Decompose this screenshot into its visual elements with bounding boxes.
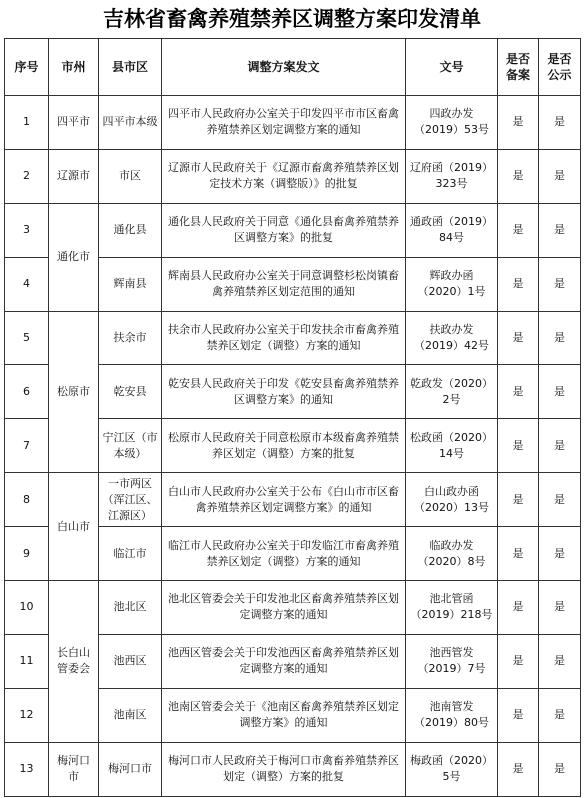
- published-cell: 是: [539, 742, 581, 796]
- county-cell: 四平市本级: [99, 96, 162, 150]
- city-cell: 松原市: [49, 311, 99, 473]
- seq-cell: 1: [5, 96, 49, 150]
- seq-cell: 5: [5, 311, 49, 365]
- table-row: [5, 742, 581, 796]
- filed-cell: 是: [498, 527, 539, 581]
- seq-cell: 6: [5, 365, 49, 419]
- city-cell: 白山市: [49, 473, 99, 581]
- filed-cell: 是: [498, 634, 539, 688]
- seq-cell: 13: [5, 742, 49, 796]
- published-cell: 是: [539, 527, 581, 581]
- county-cell: 通化县: [99, 203, 162, 257]
- city-cell: 辽源市: [49, 149, 99, 203]
- doc-no-cell: 梅政函（2020）5号: [406, 742, 498, 796]
- doc-title-cell: 辽源市人民政府关于《辽源市畜禽养殖禁养区划定技术方案（调整版）》的批复: [162, 149, 406, 203]
- doc-no-cell: 白山政办函（2020）13号: [406, 473, 498, 527]
- doc-no-cell: 通政函（2019）84号: [406, 203, 498, 257]
- published-cell: 是: [539, 581, 581, 635]
- doc-title-cell: 通化县人民政府关于同意《通化县畜禽养殖禁养区调整方案》的批复: [162, 203, 406, 257]
- city-cell: 通化市: [49, 203, 99, 311]
- doc-no-cell: 临政办发（2020）8号: [406, 527, 498, 581]
- header-seq: 序号: [5, 39, 49, 96]
- county-cell: 一市两区（浑江区、江源区）: [99, 473, 162, 527]
- filed-cell: 是: [498, 257, 539, 311]
- filed-cell: 是: [498, 688, 539, 742]
- header-county: 县市区: [99, 39, 162, 96]
- seq-cell: 11: [5, 634, 49, 688]
- table-row: [5, 311, 581, 365]
- seq-cell: 4: [5, 257, 49, 311]
- seq-cell: 10: [5, 581, 49, 635]
- published-cell: 是: [539, 257, 581, 311]
- page-title: 吉林省畜禽养殖禁养区调整方案印发清单: [103, 6, 481, 31]
- header-doc-no: 文号: [406, 39, 498, 96]
- doc-no-cell: 四政办发（2019）53号: [406, 96, 498, 150]
- table-row: [5, 203, 581, 257]
- published-cell: 是: [539, 634, 581, 688]
- seq-cell: 7: [5, 419, 49, 473]
- seq-cell: 3: [5, 203, 49, 257]
- county-cell: 扶余市: [99, 311, 162, 365]
- filed-cell: 是: [498, 311, 539, 365]
- doc-no-cell: 扶政办发（2019）42号: [406, 311, 498, 365]
- header-doc-title: 调整方案发文: [162, 39, 406, 96]
- published-cell: 是: [539, 203, 581, 257]
- county-cell: 梅河口市: [99, 742, 162, 796]
- county-cell: 临江市: [99, 527, 162, 581]
- county-cell: 池西区: [99, 634, 162, 688]
- doc-title-cell: 池南区管委会关于《池南区畜禽养殖禁养区划定调整方案》的通知: [162, 688, 406, 742]
- header-city: 市州: [49, 39, 99, 96]
- published-cell: 是: [539, 96, 581, 150]
- published-cell: 是: [539, 473, 581, 527]
- doc-title-cell: 四平市人民政府办公室关于印发四平市市区畜禽养殖禁养区划定调整方案的通知: [162, 96, 406, 150]
- city-cell: 四平市: [49, 96, 99, 150]
- table-row: [5, 473, 581, 527]
- doc-title-cell: 池西区管委会关于印发池西区畜禽养殖禁养区划定调整方案的通知: [162, 634, 406, 688]
- seq-cell: 12: [5, 688, 49, 742]
- filed-cell: 是: [498, 203, 539, 257]
- header-filed: 是否备案: [498, 39, 539, 96]
- doc-no-cell: 池西管发（2019）7号: [406, 634, 498, 688]
- filed-cell: 是: [498, 473, 539, 527]
- table-row: [5, 581, 581, 635]
- city-cell: 梅河口市: [49, 742, 99, 796]
- doc-no-cell: 池北管函（2019）218号: [406, 581, 498, 635]
- doc-title-cell: 松原市人民政府关于同意松原市本级畜禽养殖禁养区划定（调整）方案的批复: [162, 419, 406, 473]
- county-cell: 辉南县: [99, 257, 162, 311]
- filed-cell: 是: [498, 149, 539, 203]
- doc-no-cell: 辉政办函（2020）1号: [406, 257, 498, 311]
- doc-no-cell: 辽府函（2019）323号: [406, 149, 498, 203]
- county-cell: 宁江区（市本级）: [99, 419, 162, 473]
- city-cell: 长白山管委会: [49, 581, 99, 743]
- filed-cell: 是: [498, 96, 539, 150]
- filed-cell: 是: [498, 581, 539, 635]
- document-table: [4, 38, 581, 797]
- county-cell: 乾安县: [99, 365, 162, 419]
- seq-cell: 8: [5, 473, 49, 527]
- published-cell: 是: [539, 688, 581, 742]
- doc-title-cell: 梅河口市人民政府关于梅河口市禽畜养殖禁养区划定（调整）方案的批复: [162, 742, 406, 796]
- published-cell: 是: [539, 149, 581, 203]
- published-cell: 是: [539, 365, 581, 419]
- seq-cell: 2: [5, 149, 49, 203]
- doc-title-cell: 池北区管委会关于印发池北区畜禽养殖禁养区划定调整方案的通知: [162, 581, 406, 635]
- filed-cell: 是: [498, 742, 539, 796]
- published-cell: 是: [539, 311, 581, 365]
- doc-no-cell: 乾政发（2020）2号: [406, 365, 498, 419]
- county-cell: 池北区: [99, 581, 162, 635]
- table-row: [5, 96, 581, 150]
- doc-no-cell: 池南管发（2019）80号: [406, 688, 498, 742]
- table-row: [5, 149, 581, 203]
- doc-title-cell: 辉南县人民政府办公室关于同意调整杉松岗镇畜禽养殖禁养区划定范围的通知: [162, 257, 406, 311]
- seq-cell: 9: [5, 527, 49, 581]
- doc-title-cell: 临江市人民政府办公室关于印发临江市畜禽养殖禁养区划定（调整）方案的通知: [162, 527, 406, 581]
- doc-title-cell: 乾安县人民政府关于印发《乾安县畜禽养殖禁养区调整方案》的通知: [162, 365, 406, 419]
- filed-cell: 是: [498, 365, 539, 419]
- doc-title-cell: 扶余市人民政府办公室关于印发扶余市畜禽养殖禁养区划定（调整）方案的通知: [162, 311, 406, 365]
- doc-title-cell: 白山市人民政府办公室关于公布《白山市市区畜禽养殖禁养区划定调整方案》的通知: [162, 473, 406, 527]
- header-published: 是否公示: [539, 39, 581, 96]
- county-cell: 市区: [99, 149, 162, 203]
- county-cell: 池南区: [99, 688, 162, 742]
- header-row: [5, 39, 581, 96]
- doc-no-cell: 松政函（2020）14号: [406, 419, 498, 473]
- filed-cell: 是: [498, 419, 539, 473]
- published-cell: 是: [539, 419, 581, 473]
